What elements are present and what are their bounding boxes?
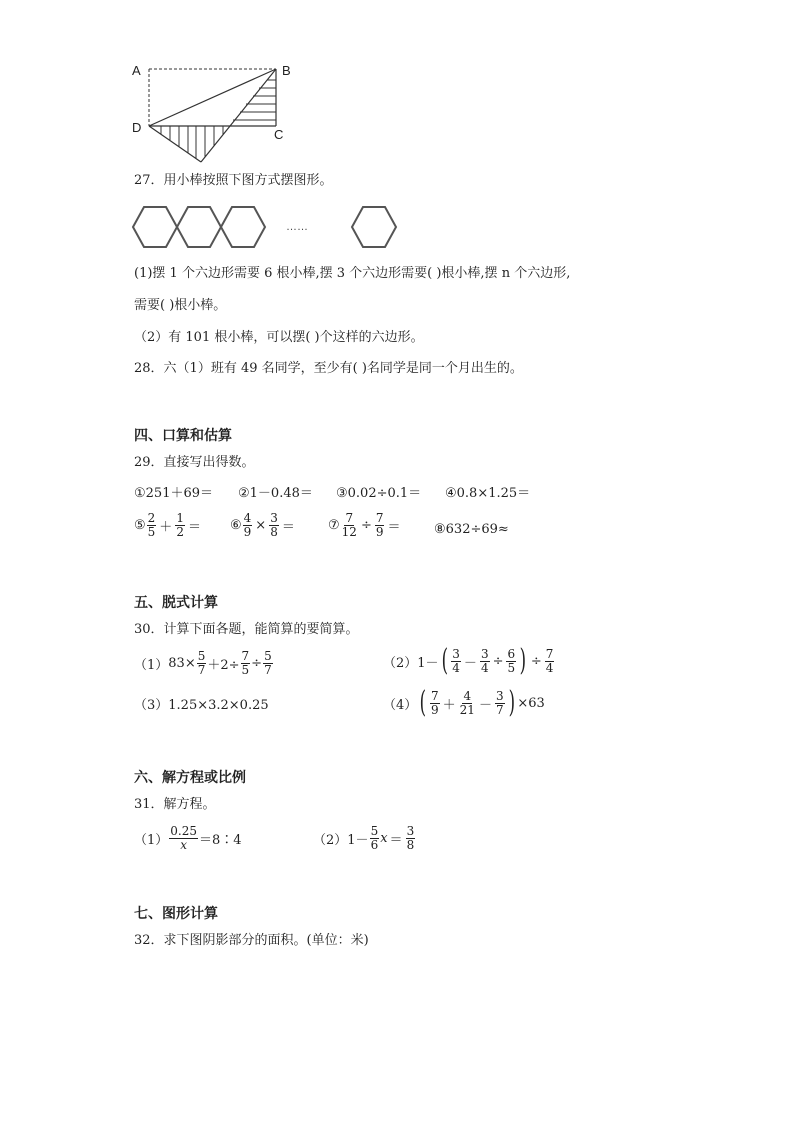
item-label: ⑦ [328, 517, 340, 533]
open-paren: ( [441, 643, 448, 678]
q31-equation-2 [313, 825, 416, 851]
fraction: $\frac{7}{12}$ [341, 511, 357, 539]
q29-item-1: ①251＋69＝ [134, 486, 214, 501]
label-c: C [274, 127, 284, 142]
q29-item-6 [230, 512, 297, 538]
fraction: $\frac{7}{4}$ [545, 646, 554, 675]
expr-part: ＝8∶4 [199, 832, 242, 848]
hexagon-figure [128, 198, 408, 256]
q31-title: 31．解方程。 [134, 797, 216, 812]
section4-heading: 四、口算和估算 [134, 428, 232, 444]
fraction: $\frac{7}{5}$ [241, 649, 250, 677]
operator: － [478, 697, 492, 713]
q27-title: 27．用小棒按照下图方式摆图形。 [134, 173, 333, 188]
close-paren: ) [519, 643, 527, 678]
operator: ÷ [492, 653, 504, 669]
item-label: ⑥ [230, 517, 242, 533]
problem-label: （1） [134, 832, 169, 848]
q30-problem-4 [383, 685, 545, 720]
section5-heading: 五、脱式计算 [134, 595, 218, 611]
problem-label: （2） [383, 655, 418, 671]
operator: ＋ [159, 519, 173, 535]
operator: ÷ [360, 517, 372, 533]
q27-part2: （2）有 101 根小棒，可以摆( )个这样的六边形。 [134, 330, 424, 345]
q32-title: 32．求下图阴影部分的面积。(单位：米) [134, 933, 369, 948]
fraction: $\frac{4}{9}$ [243, 511, 252, 539]
expr-part: ÷ [251, 655, 263, 671]
fraction: $\frac{7}{9}$ [431, 688, 439, 717]
fraction: $\frac{5}{6}$ [370, 824, 379, 852]
fraction: $\frac{5}{7}$ [197, 649, 206, 677]
fraction: $\frac{3}{8}$ [406, 824, 415, 852]
open-paren: ( [419, 685, 427, 720]
item-label: ⑤ [134, 517, 146, 533]
q29-title: 29．直接写出得数。 [134, 455, 255, 470]
section6-heading: 六、解方程或比例 [134, 770, 246, 786]
q27-part1-line1: (1)摆 1 个六边形需要 6 根小棒,摆 3 个六边形需要( )根小棒,摆 n 个六边形, [134, 266, 571, 281]
label-d: D [132, 120, 142, 135]
operator: ÷ [530, 653, 542, 669]
fraction: $\frac{0.25}{x}$ [170, 824, 197, 852]
fraction: $\frac{3}{8}$ [270, 511, 278, 539]
equals: ＝ [389, 832, 403, 848]
fraction: $\frac{1}{2}$ [176, 511, 184, 539]
q29-item-5 [134, 512, 203, 538]
fraction: $\frac{6}{5}$ [507, 646, 516, 675]
equals: ＝ [387, 519, 401, 535]
fraction: $\frac{4}{21}$ [459, 688, 475, 717]
q30-problem-2 [383, 643, 555, 678]
q29-item-7 [328, 512, 403, 538]
q30-problem-1 [134, 650, 274, 676]
q31-equation-1 [134, 825, 242, 851]
section7-heading: 七、图形计算 [134, 906, 218, 922]
expr-part: 1－ [417, 655, 439, 671]
label-a: A [132, 63, 141, 78]
shaded-triangle-figure [128, 60, 303, 168]
operator: × [255, 517, 267, 533]
fraction: $\frac{5}{7}$ [264, 649, 272, 677]
label-b: B [282, 63, 291, 78]
fraction: $\frac{2}{5}$ [147, 511, 156, 539]
expr-part: 1－ [347, 832, 369, 848]
fraction: $\frac{3}{4}$ [452, 646, 460, 675]
q28-text: 28．六（1）班有 49 名同学，至少有( )名同学是同一个月出生的。 [134, 361, 523, 376]
fraction: $\frac{3}{4}$ [480, 646, 489, 675]
q30-problem-3: （3）1.25×3.2×0.25 [134, 698, 269, 713]
problem-label: （1） [134, 657, 169, 673]
q29-item-4: ④0.8×1.25＝ [445, 486, 531, 501]
variable-x: x [380, 830, 388, 846]
q30-title: 30．计算下面各题，能简算的要简算。 [134, 622, 359, 637]
expr-part: ×63 [517, 695, 545, 711]
operator: ＋ [442, 697, 456, 713]
equals: ＝ [187, 519, 201, 535]
fraction: $\frac{3}{7}$ [495, 688, 504, 717]
close-paren: ) [508, 685, 515, 720]
expr-part: ＋2÷ [207, 657, 240, 673]
q29-item-8: ⑧632÷69≈ [434, 522, 509, 537]
q29-item-3: ③0.02÷0.1＝ [336, 486, 422, 501]
problem-label: （4） [383, 697, 418, 713]
problem-label: （2） [313, 832, 348, 848]
q29-item-2: ②1－0.48＝ [238, 486, 313, 501]
fraction: $\frac{7}{9}$ [375, 511, 384, 539]
q27-part1-line2: 需要( )根小棒。 [134, 298, 227, 313]
equals: ＝ [281, 519, 295, 535]
expr-part: 83× [168, 655, 196, 671]
operator: － [463, 655, 477, 671]
ellipsis-dots: …… [286, 221, 308, 233]
